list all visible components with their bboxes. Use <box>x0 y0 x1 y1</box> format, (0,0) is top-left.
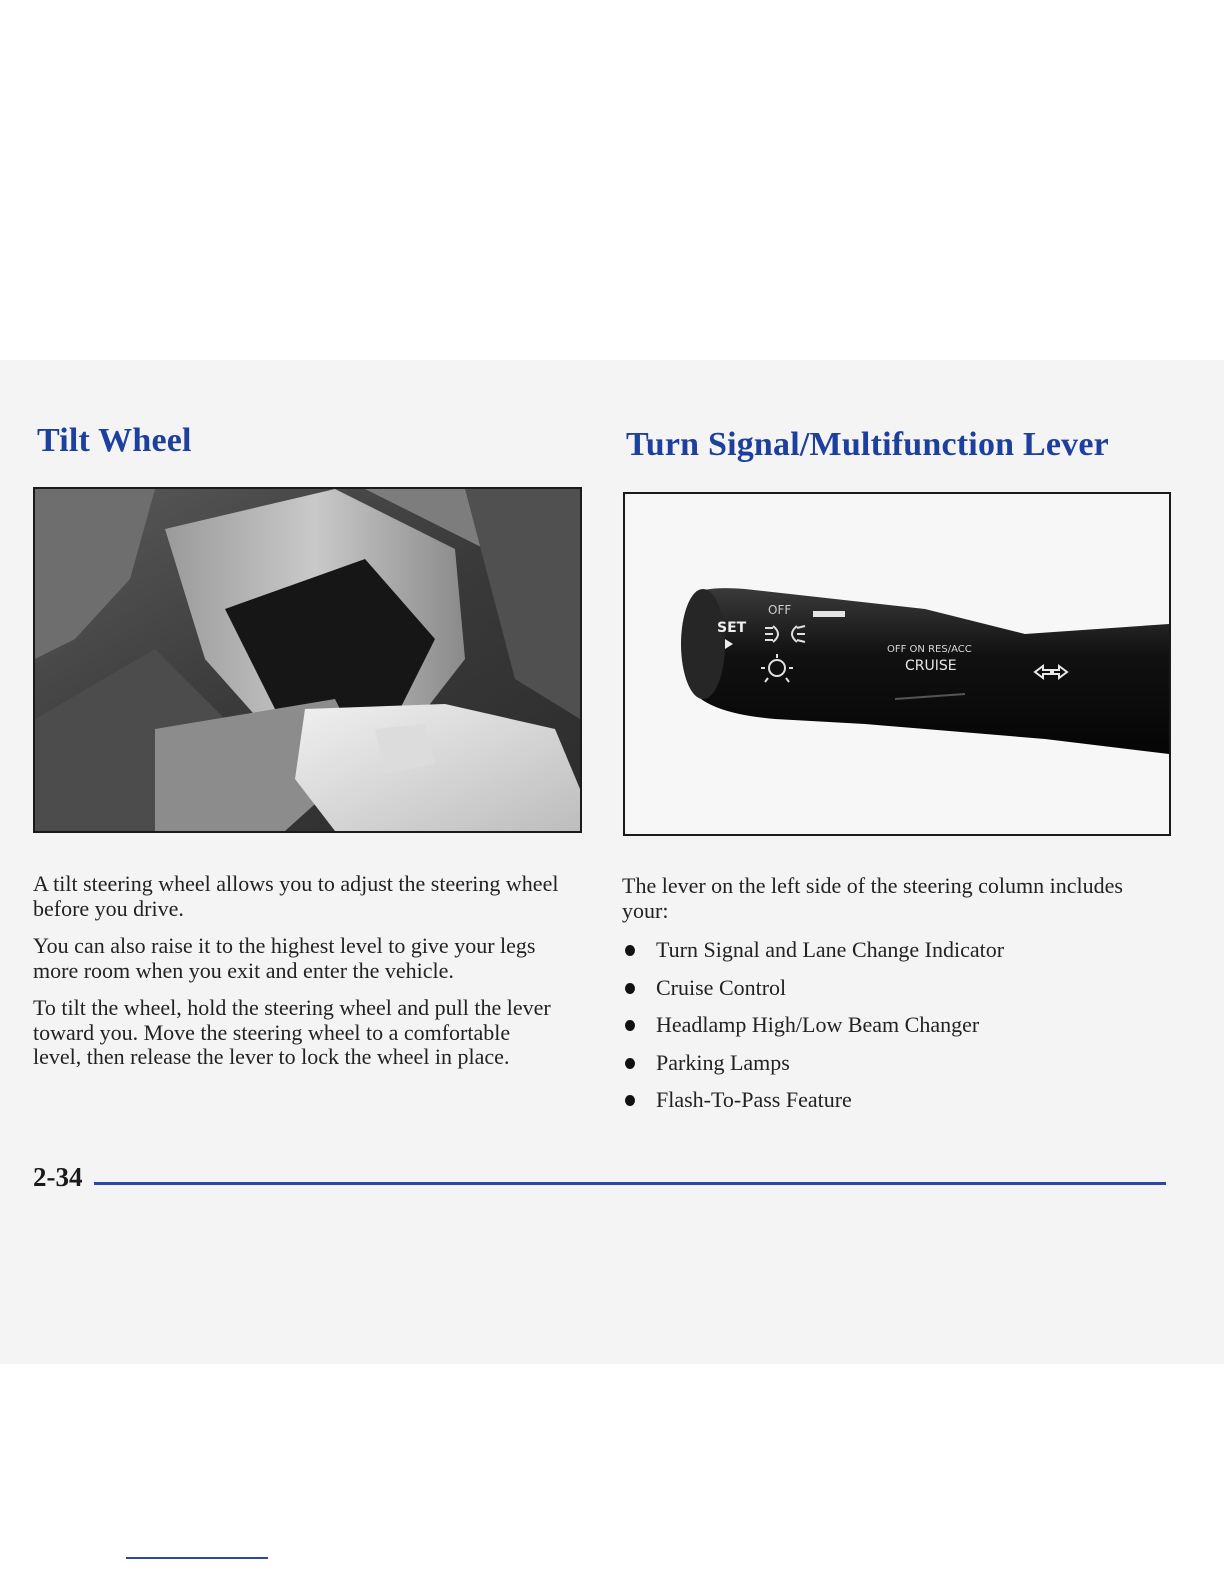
list-item <box>622 1051 1162 1089</box>
bullet-icon <box>625 1020 635 1031</box>
tilt-paragraph-1: A tilt steering wheel allows you to adjust the steering wheel before you drive. <box>33 871 559 921</box>
page-number: 2-34 <box>33 1162 83 1192</box>
bullet-icon <box>625 983 635 994</box>
tilt-lever-photo-icon <box>35 489 580 831</box>
tilt-wheel-heading: Tilt Wheel <box>37 422 192 459</box>
multifunction-lever-heading: Turn Signal/Multifunction Lever <box>626 426 1109 463</box>
list-item-label: Flash-To-Pass Feature <box>656 1087 852 1112</box>
lever-cruise-modes-label: OFF ON RES/ACC <box>887 644 972 655</box>
multifunction-lever-photo <box>623 492 1171 836</box>
list-item <box>622 938 1162 976</box>
list-item <box>622 1013 1162 1051</box>
list-item-label: Turn Signal and Lane Change Indicator <box>656 937 1005 962</box>
multifunction-lever-body <box>622 874 1162 1126</box>
tilt-wheel-body <box>33 872 563 1083</box>
lever-cruise-label: CRUISE <box>905 658 957 674</box>
multifunction-lever-photo-icon <box>625 494 1169 834</box>
list-item-label: Headlamp High/Low Beam Changer <box>656 1012 980 1037</box>
lever-set-label: SET <box>717 620 747 636</box>
tilt-lever-photo <box>33 487 582 833</box>
list-item <box>622 1088 1162 1126</box>
lever-intro: The lever on the left side of the steering column includes your: <box>622 873 1123 923</box>
tilt-paragraph-2: You can also raise it to the highest level to give your legs more room when you exit and enter the vehicle. <box>33 933 536 983</box>
list-item <box>622 976 1162 1014</box>
bottom-rule <box>126 1557 268 1559</box>
list-item-label: Cruise Control <box>656 974 787 1000</box>
bullet-icon <box>625 1058 635 1069</box>
bullet-icon <box>625 945 635 956</box>
footer-rule <box>94 1182 1166 1185</box>
lever-feature-list <box>622 938 1162 1126</box>
lever-off-label: OFF <box>768 603 792 617</box>
bullet-icon <box>625 1095 635 1106</box>
tilt-paragraph-3: To tilt the wheel, hold the steering wheel and pull the lever toward you. Move the steering wheel to a comfortable level, then release the lever to lock the wheel in place. <box>33 995 551 1069</box>
list-item-label: Parking Lamps <box>656 1049 790 1075</box>
